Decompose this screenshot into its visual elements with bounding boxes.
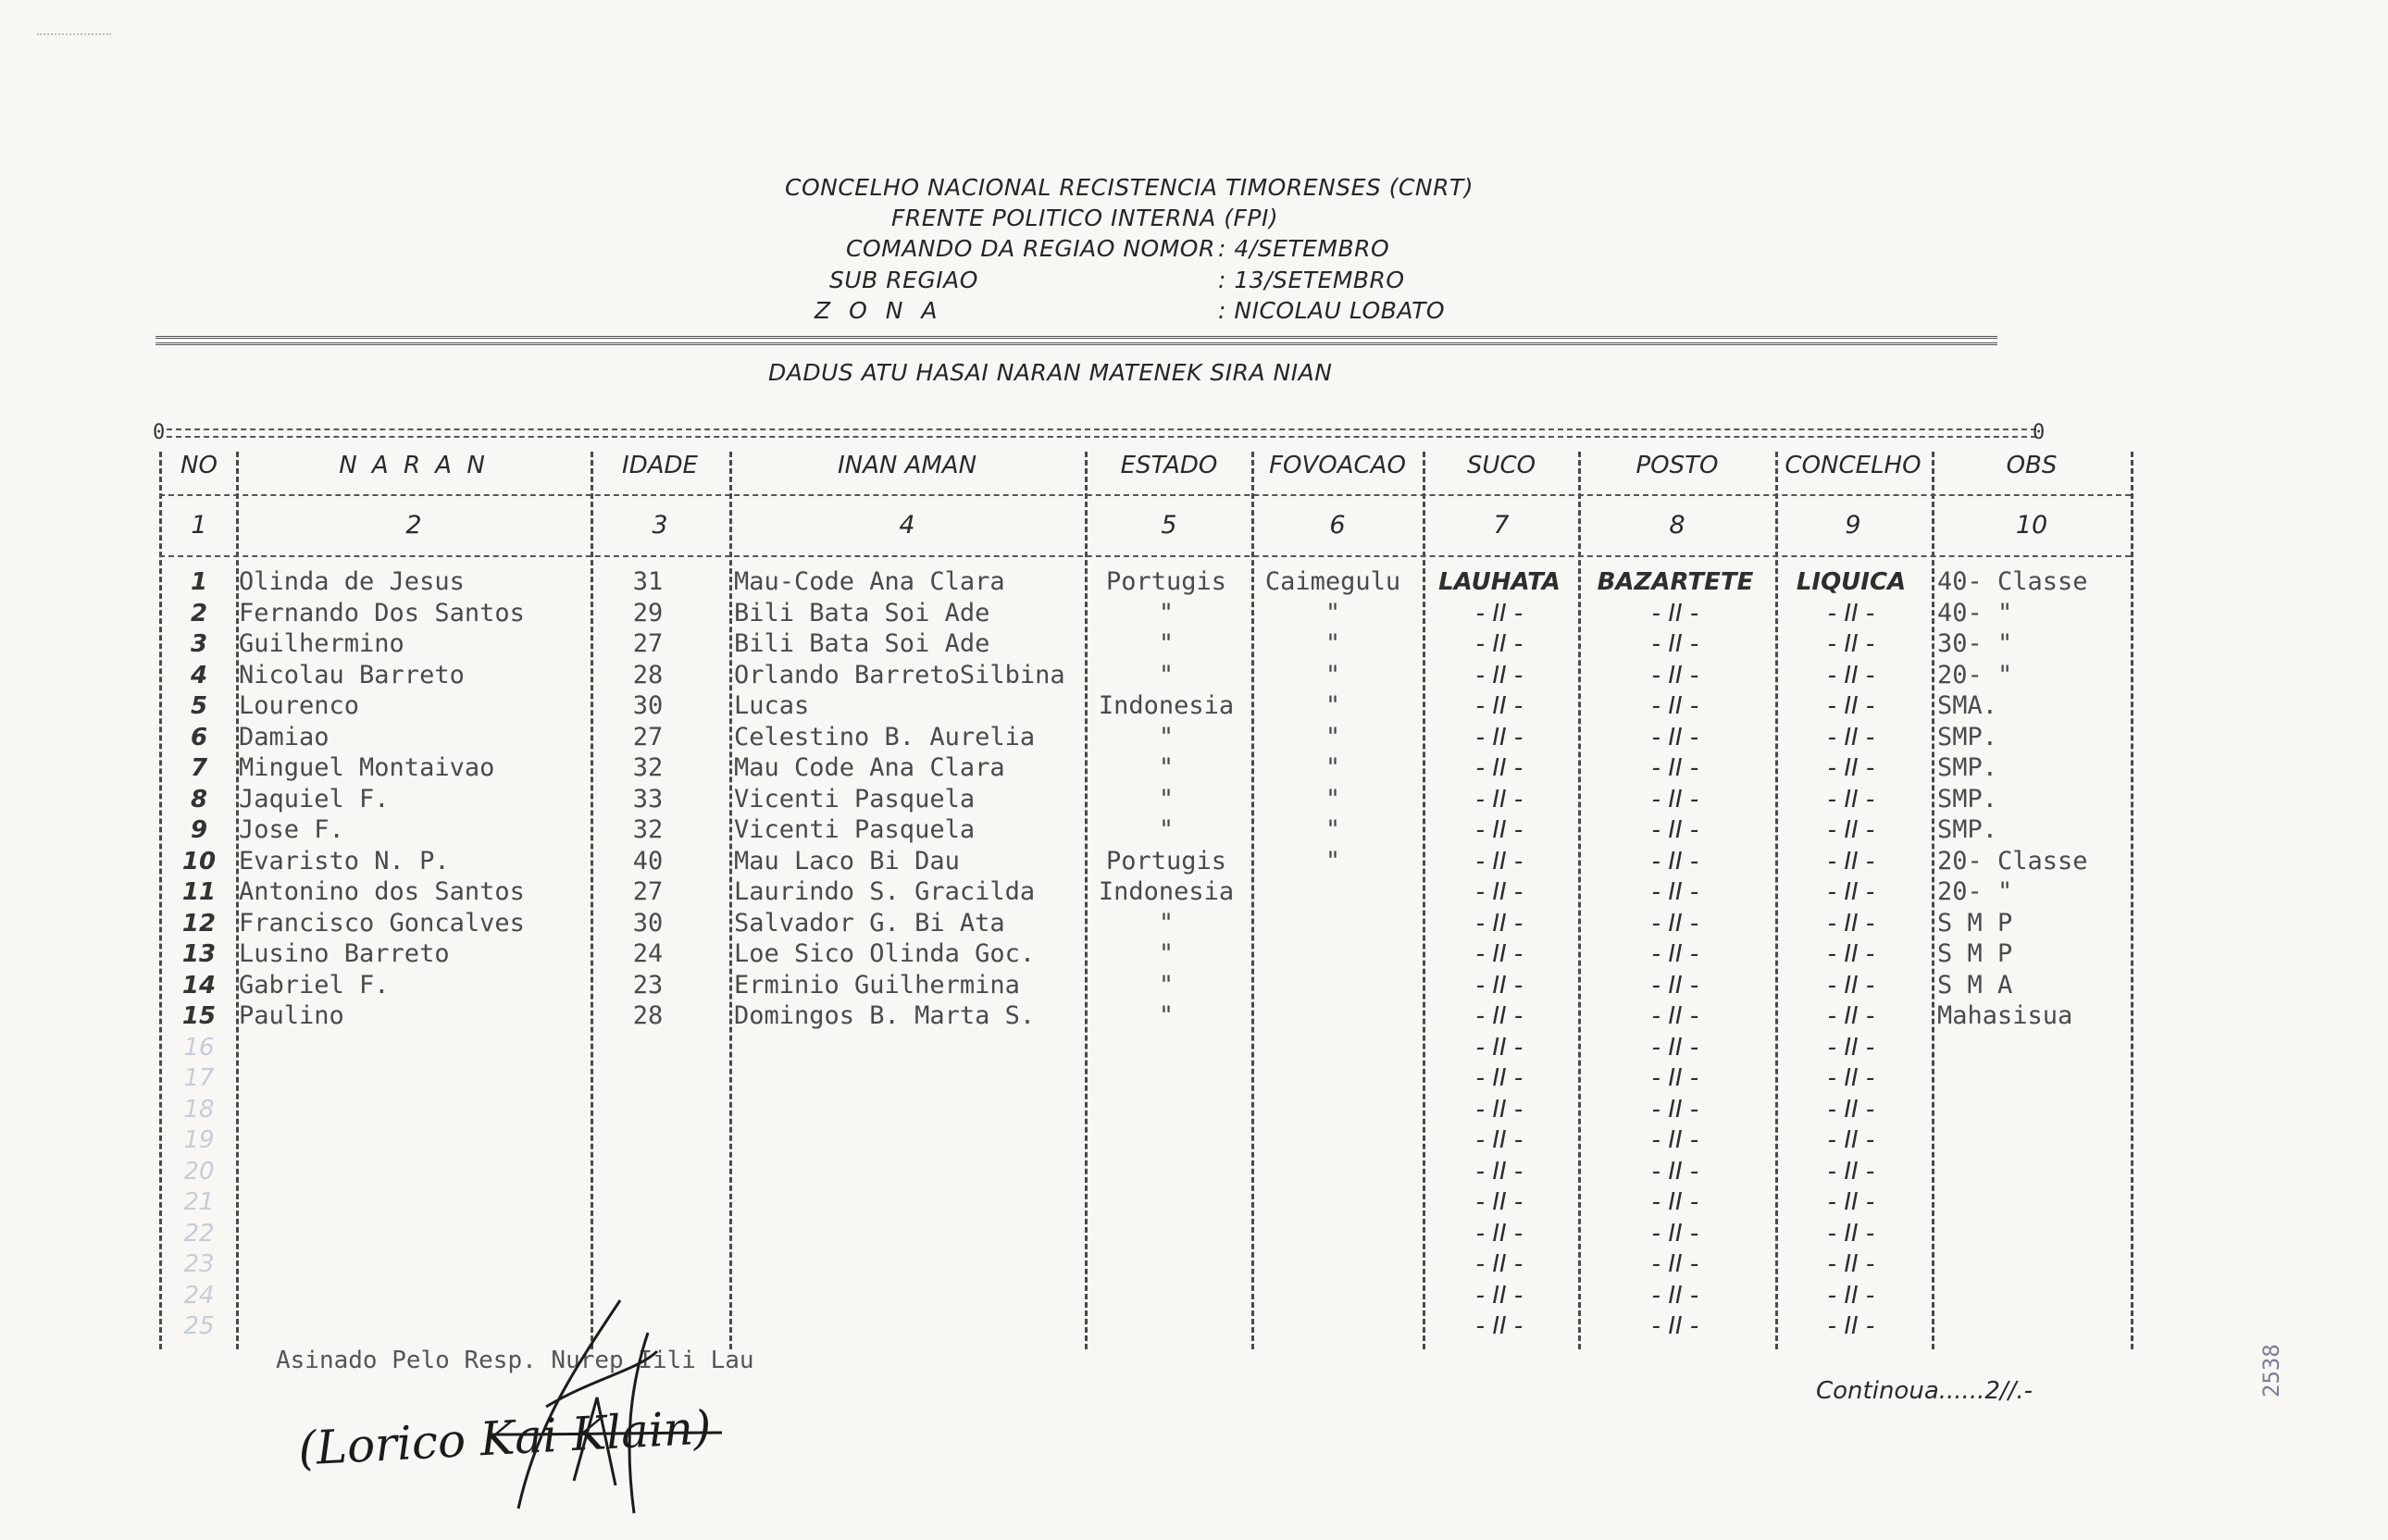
cell-posto: - II -: [1651, 1064, 1699, 1092]
cell-posto: - II -: [1651, 785, 1699, 813]
cell-fovoacao: ": [1325, 660, 1341, 689]
cell-estado: ": [1158, 784, 1175, 813]
cell-suco: - II -: [1475, 1188, 1524, 1216]
column-number: 8: [1669, 511, 1685, 540]
cell-no: 8: [190, 785, 208, 813]
cell-suco: - II -: [1475, 971, 1524, 1000]
cell-idade: 32: [632, 815, 664, 844]
header-line-2: FRENTE POLITICO INTERNA (FPI): [891, 205, 1279, 231]
cell-idade: 29: [632, 598, 664, 627]
cell-fovoacao: ": [1325, 784, 1341, 813]
cell-posto: - II -: [1651, 1312, 1699, 1340]
column-divider: [1932, 452, 1934, 1349]
cell-idade: 27: [632, 877, 664, 906]
cell-concelho: - II -: [1827, 599, 1875, 627]
cell-fovoacao: [1254, 938, 1412, 970]
column-header-estado: ESTADO: [1120, 452, 1218, 479]
column-header-posto: POSTO: [1636, 452, 1719, 479]
cell-suco: - II -: [1475, 1281, 1524, 1310]
cell-naran: Jose F.: [239, 815, 344, 844]
column-number: 7: [1493, 511, 1510, 540]
cell-naran: Jaquiel F.: [239, 784, 390, 813]
cell-estado: Indonesia: [1098, 691, 1235, 720]
column-number: 3: [652, 511, 668, 540]
cell-fovoacao: [1254, 1218, 1412, 1249]
cell-no: 25: [183, 1312, 215, 1340]
cell-inan: Lucas: [734, 691, 810, 720]
cell-fovoacao: [1254, 876, 1412, 908]
cell-estado: ": [1158, 722, 1175, 751]
cell-fovoacao: [1254, 908, 1412, 939]
cell-estado: [1088, 1280, 1245, 1311]
cell-concelho: - II -: [1827, 692, 1875, 720]
cell-fovoacao: [1254, 970, 1412, 1001]
cell-estado: ": [1158, 970, 1175, 1000]
cell-estado: ": [1158, 753, 1175, 782]
cell-idade: [602, 1218, 694, 1249]
cell-no: 5: [190, 692, 208, 720]
cell-no: 16: [183, 1033, 215, 1062]
column-number: 1: [191, 511, 207, 540]
cell-suco: - II -: [1475, 1250, 1524, 1278]
cell-posto: BAZARTETE: [1597, 568, 1754, 596]
cell-concelho: - II -: [1827, 723, 1875, 751]
cell-naran: Evaristo N. P.: [239, 846, 450, 876]
cell-inan: Salvador G. Bi Ata: [734, 908, 1005, 938]
header-double-rule: [155, 336, 1997, 345]
cell-inan: Bili Bata Soi Ade: [734, 629, 990, 658]
cell-no: 20: [183, 1157, 215, 1186]
cell-fovoacao: [1254, 1094, 1412, 1125]
column-number: 5: [1161, 511, 1177, 540]
cell-obs: 30- ": [1937, 629, 2013, 658]
cell-idade: 28: [632, 660, 664, 689]
column-number: 10: [2015, 511, 2048, 540]
cell-fovoacao: [1254, 1032, 1412, 1063]
cell-suco: - II -: [1475, 754, 1524, 782]
cell-estado: [1088, 1186, 1245, 1218]
cell-obs: 20- ": [1937, 660, 2013, 689]
cell-concelho: - II -: [1827, 1188, 1875, 1216]
cell-concelho: - II -: [1827, 1126, 1875, 1154]
cell-no: 9: [190, 816, 208, 844]
cell-idade: 28: [632, 1001, 664, 1030]
cell-inan: Orlando BarretoSilbina: [734, 660, 1065, 689]
cell-idade: 27: [632, 722, 664, 751]
cell-obs: SMA.: [1937, 691, 1998, 720]
cell-no: 13: [181, 940, 217, 968]
cell-estado: ": [1158, 815, 1175, 844]
cell-no: 15: [181, 1002, 217, 1030]
cell-fovoacao: [1254, 1248, 1412, 1280]
table-corner-right: 0: [2033, 421, 2046, 444]
column-divider: [729, 452, 732, 1349]
cell-concelho: - II -: [1827, 1033, 1875, 1062]
cell-idade: 31: [632, 567, 664, 596]
cell-estado: [1088, 1218, 1245, 1249]
cell-concelho: - II -: [1827, 785, 1875, 813]
cell-idade: 24: [632, 939, 664, 968]
cell-posto: - II -: [1651, 1095, 1699, 1124]
cell-posto: - II -: [1651, 1033, 1699, 1062]
continues-note: Continoua......2//.-: [1816, 1377, 2034, 1405]
cell-estado: Portugis: [1105, 846, 1227, 876]
cell-suco: - II -: [1475, 1064, 1524, 1092]
column-header-no: NO: [180, 452, 218, 479]
cell-obs: SMP.: [1937, 784, 1998, 813]
cell-posto: - II -: [1651, 940, 1699, 968]
cell-no: 18: [183, 1095, 215, 1124]
column-number: 9: [1845, 511, 1861, 540]
cell-concelho: - II -: [1827, 661, 1875, 689]
cell-no: 21: [183, 1188, 215, 1216]
cell-suco: - II -: [1475, 661, 1524, 689]
cell-fovoacao: ": [1325, 753, 1341, 782]
column-number: 6: [1329, 511, 1346, 540]
cell-posto: - II -: [1651, 816, 1699, 844]
cell-no: 3: [190, 630, 208, 658]
cell-estado: Indonesia: [1098, 877, 1235, 906]
cell-fovoacao: [1254, 1000, 1412, 1032]
cell-posto: - II -: [1651, 1126, 1699, 1154]
cell-no: 22: [183, 1219, 215, 1248]
cell-idade: [602, 1094, 694, 1125]
cell-concelho: - II -: [1827, 816, 1875, 844]
cell-estado: [1088, 1156, 1245, 1187]
cell-estado: [1088, 1248, 1245, 1280]
cell-concelho: - II -: [1827, 754, 1875, 782]
cell-obs: S M P: [1937, 908, 2013, 938]
header-separator: [159, 494, 2131, 496]
cell-no: 11: [181, 878, 217, 906]
corner-stain: [37, 33, 111, 72]
cell-naran: Minguel Montaivao: [239, 753, 495, 782]
cell-fovoacao: [1254, 1280, 1412, 1311]
cell-idade: 27: [632, 629, 664, 658]
header-line-1: CONCELHO NACIONAL RECISTENCIA TIMORENSES (CNRT): [785, 174, 1474, 201]
cell-inan: Vicenti Pasquela: [734, 815, 976, 844]
column-header-fovoacao: FOVOACAO: [1269, 452, 1406, 479]
cell-obs: SMP.: [1937, 815, 1998, 844]
column-number-separator: [159, 555, 2131, 557]
cell-inan: Mau Laco Bi Dau: [734, 846, 960, 876]
cell-obs: 40- ": [1937, 598, 2013, 627]
column-header-idade: IDADE: [622, 452, 698, 479]
cell-naran: Damiao: [239, 722, 330, 751]
cell-inan: Domingos B. Marta S.: [734, 1001, 1036, 1030]
cell-no: 7: [190, 754, 208, 782]
cell-concelho: - II -: [1827, 1281, 1875, 1310]
cell-idade: [602, 1186, 694, 1218]
cell-suco: - II -: [1475, 1219, 1524, 1248]
table-top-rule: [167, 428, 2036, 438]
cell-posto: - II -: [1651, 630, 1699, 658]
cell-posto: - II -: [1651, 723, 1699, 751]
cell-no: 14: [181, 971, 217, 1000]
cell-concelho: - II -: [1827, 1250, 1875, 1278]
cell-suco: - II -: [1475, 723, 1524, 751]
cell-estado: ": [1158, 939, 1175, 968]
cell-idade: 40: [632, 846, 664, 876]
cell-inan: Mau Code Ana Clara: [734, 753, 1005, 782]
column-divider: [159, 452, 162, 1349]
cell-inan: Laurindo S. Gracilda: [734, 877, 1036, 906]
cell-no: 4: [190, 661, 208, 689]
cell-suco: - II -: [1475, 1126, 1524, 1154]
cell-naran: Gabriel F.: [239, 970, 390, 1000]
table-corner-left: 0: [153, 421, 166, 444]
cell-concelho: - II -: [1827, 1157, 1875, 1186]
cell-suco: LAUHATA: [1438, 568, 1561, 596]
column-header-suco: SUCO: [1466, 452, 1536, 479]
cell-concelho: - II -: [1827, 909, 1875, 938]
cell-estado: ": [1158, 1001, 1175, 1030]
header-line-3-label: COMANDO DA REGIAO NOMOR: [846, 235, 1215, 262]
header-line-5-label: Z O N A: [815, 297, 943, 324]
cell-obs: 20- Classe: [1937, 846, 2088, 876]
cell-suco: - II -: [1475, 785, 1524, 813]
cell-naran: Lourenco: [239, 691, 360, 720]
cell-fovoacao: ": [1325, 846, 1341, 876]
cell-naran: Guilhermino: [239, 629, 404, 658]
cell-estado: [1088, 1062, 1245, 1094]
cell-concelho: - II -: [1827, 630, 1875, 658]
cell-fovoacao: [1254, 1062, 1412, 1094]
cell-fovoacao: [1254, 1156, 1412, 1187]
cell-obs: SMP.: [1937, 722, 1998, 751]
cell-idade: [602, 1062, 694, 1094]
cell-posto: - II -: [1651, 754, 1699, 782]
cell-naran: Francisco Goncalves: [239, 908, 525, 938]
cell-posto: - II -: [1651, 1157, 1699, 1186]
cell-fovoacao: [1254, 1186, 1412, 1218]
cell-suco: - II -: [1475, 692, 1524, 720]
column-divider: [1578, 452, 1581, 1349]
cell-obs: S M P: [1937, 939, 2013, 968]
cell-concelho: - II -: [1827, 1002, 1875, 1030]
cell-naran: Nicolau Barreto: [239, 660, 465, 689]
cell-posto: - II -: [1651, 692, 1699, 720]
cell-obs: SMP.: [1937, 753, 1998, 782]
cell-posto: - II -: [1651, 971, 1699, 1000]
cell-naran: Paulino: [239, 1001, 344, 1030]
cell-inan: Loe Sico Olinda Goc.: [734, 939, 1036, 968]
cell-posto: - II -: [1651, 1219, 1699, 1248]
cell-suco: - II -: [1475, 940, 1524, 968]
cell-posto: - II -: [1651, 878, 1699, 906]
column-divider: [591, 452, 593, 1349]
cell-posto: - II -: [1651, 1250, 1699, 1278]
cell-idade: [602, 1032, 694, 1063]
cell-obs: 40- Classe: [1937, 567, 2088, 596]
cell-posto: - II -: [1651, 1281, 1699, 1310]
cell-naran: Lusino Barreto: [239, 939, 450, 968]
document-subtitle: DADUS ATU HASAI NARAN MATENEK SIRA NIAN: [768, 359, 1333, 386]
cell-concelho: - II -: [1827, 1312, 1875, 1340]
cell-posto: - II -: [1651, 909, 1699, 938]
cell-posto: - II -: [1651, 661, 1699, 689]
cell-no: 12: [181, 909, 217, 938]
cell-concelho: LIQUICA: [1796, 568, 1907, 596]
cell-fovoacao: ": [1325, 722, 1341, 751]
cell-idade: [602, 1156, 694, 1187]
cell-concelho: - II -: [1827, 940, 1875, 968]
cell-suco: - II -: [1475, 1095, 1524, 1124]
cell-concelho: - II -: [1827, 1095, 1875, 1124]
cell-obs: 20- ": [1937, 877, 2013, 906]
cell-fovoacao: ": [1325, 598, 1341, 627]
cell-estado: Portugis: [1105, 567, 1227, 596]
column-divider: [2131, 452, 2133, 1349]
column-divider: [1775, 452, 1778, 1349]
cell-concelho: - II -: [1827, 878, 1875, 906]
cell-suco: - II -: [1475, 909, 1524, 938]
cell-posto: - II -: [1651, 1002, 1699, 1030]
cell-suco: - II -: [1475, 599, 1524, 627]
header-line-4-label: SUB REGIAO: [829, 267, 978, 293]
cell-no: 6: [190, 723, 208, 751]
cell-fovoacao: Caimegulu: [1264, 567, 1401, 596]
column-header-concelho: CONCELHO: [1785, 452, 1922, 479]
cell-suco: - II -: [1475, 878, 1524, 906]
cell-naran: Olinda de Jesus: [239, 567, 465, 596]
cell-estado: ": [1158, 660, 1175, 689]
signature-name: (Lorico Kai Klain): [296, 1400, 713, 1476]
cell-no: 17: [183, 1064, 215, 1092]
cell-no: 19: [183, 1126, 215, 1154]
cell-suco: - II -: [1475, 1312, 1524, 1340]
cell-suco: - II -: [1475, 847, 1524, 876]
cell-no: 23: [183, 1250, 215, 1278]
cell-idade: 30: [632, 691, 664, 720]
archive-number: 2538: [2258, 1344, 2284, 1397]
column-header-obs: OBS: [2006, 452, 2058, 479]
cell-inan: Celestino B. Aurelia: [734, 722, 1036, 751]
cell-concelho: - II -: [1827, 847, 1875, 876]
cell-idade: 23: [632, 970, 664, 1000]
cell-no: 10: [181, 847, 217, 876]
cell-obs: Mahasisua: [1937, 1001, 2073, 1030]
cell-no: 1: [190, 568, 208, 596]
cell-fovoacao: ": [1325, 629, 1341, 658]
cell-posto: - II -: [1651, 1188, 1699, 1216]
column-header-inan-aman: INAN AMAN: [837, 452, 977, 479]
cell-idade: [602, 1248, 694, 1280]
cell-estado: ": [1158, 908, 1175, 938]
cell-inan: Mau-Code Ana Clara: [734, 567, 1005, 596]
cell-no: 2: [190, 599, 208, 627]
cell-posto: - II -: [1651, 599, 1699, 627]
cell-estado: ": [1158, 629, 1175, 658]
cell-inan: Bili Bata Soi Ade: [734, 598, 990, 627]
cell-obs: S M A: [1937, 970, 2013, 1000]
column-number: 4: [899, 511, 915, 540]
cell-idade: 32: [632, 753, 664, 782]
header-line-3-value: : 4/SETEMBRO: [1218, 235, 1390, 262]
cell-suco: - II -: [1475, 816, 1524, 844]
header-line-5-value: : NICOLAU LOBATO: [1218, 297, 1446, 324]
cell-suco: - II -: [1475, 630, 1524, 658]
cell-estado: [1088, 1124, 1245, 1156]
cell-concelho: - II -: [1827, 1064, 1875, 1092]
cell-fovoacao: ": [1325, 815, 1341, 844]
cell-fovoacao: ": [1325, 691, 1341, 720]
cell-suco: - II -: [1475, 1033, 1524, 1062]
cell-estado: [1088, 1310, 1245, 1342]
cell-no: 24: [183, 1281, 215, 1310]
column-number: 2: [405, 511, 422, 540]
cell-posto: - II -: [1651, 847, 1699, 876]
cell-idade: 33: [632, 784, 664, 813]
cell-fovoacao: [1254, 1310, 1412, 1342]
cell-concelho: - II -: [1827, 1219, 1875, 1248]
cell-estado: [1088, 1094, 1245, 1125]
column-header-naran: N A R A N: [339, 452, 489, 479]
column-divider: [1423, 452, 1425, 1349]
cell-fovoacao: [1254, 1124, 1412, 1156]
signed-by-label: Asinado Pelo Resp. Nurep Iili Lau: [276, 1347, 754, 1374]
cell-inan: Vicenti Pasquela: [734, 784, 976, 813]
signature-scribble: [435, 1296, 805, 1518]
cell-suco: - II -: [1475, 1002, 1524, 1030]
cell-suco: - II -: [1475, 1157, 1524, 1186]
cell-naran: Antonino dos Santos: [239, 877, 525, 906]
cell-estado: [1088, 1032, 1245, 1063]
cell-naran: Fernando Dos Santos: [239, 598, 525, 627]
cell-idade: [602, 1124, 694, 1156]
cell-estado: ": [1158, 598, 1175, 627]
cell-idade: 30: [632, 908, 664, 938]
cell-inan: Erminio Guilhermina: [734, 970, 1020, 1000]
cell-concelho: - II -: [1827, 971, 1875, 1000]
header-line-4-value: : 13/SETEMBRO: [1218, 267, 1405, 293]
